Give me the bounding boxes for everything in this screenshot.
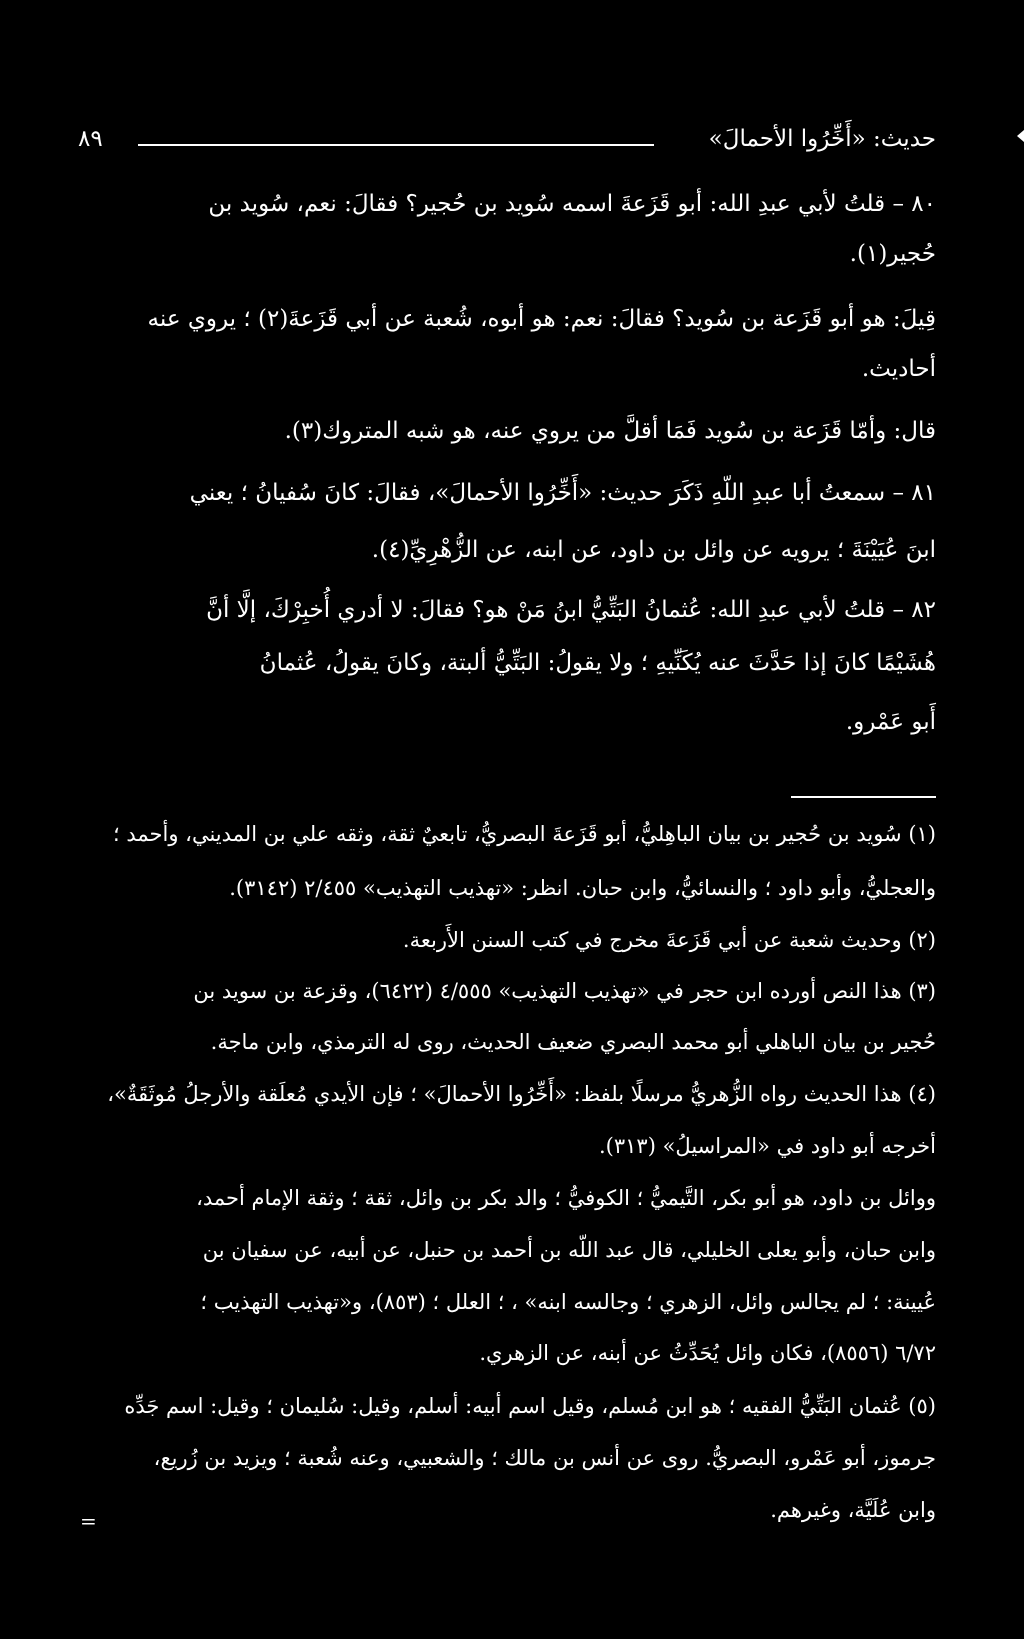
footnote-line: (١) سُويد بن حُجير بن بيان الباهِليُّ، أبو قَزَعةَ البصريُّ، تابعيٌ ثقة، وثقه علي بن المديني، وأحمد ؛ — [113, 822, 936, 846]
body-line: ٨٠ – قلتُ لأبي عبدِ الله: أبو قَزَعةَ اسمه سُويد بن حُجير؟ فقالَ: نعم، سُويد بن — [208, 191, 936, 217]
body-line: قِيلَ: هو أبو قَزَعة بن سُويد؟ فقالَ: نعم: هو أبوه، شُعبة عن أبي قَزَعةَ(٢) ؛ يروي عنه — [147, 306, 936, 332]
footnote-line: (٥) عُثمان البَتِّيُّ الفقيه ؛ هو ابن مُسلم، وقيل اسم أبيه: أسلم، وقيل: سُليمان ؛ وقيل: اسم جَدِّه — [124, 1394, 936, 1418]
footnote-line: وابن حبان، وأبو يعلى الخليلي، قال عبد اللّه بن أحمد بن حنبل، عن أبيه، عن سفيان بن — [202, 1238, 936, 1262]
footnote-separator — [791, 796, 936, 798]
page-number: ٨٩ — [78, 126, 103, 152]
body-line: أَبو عَمْرو. — [845, 709, 936, 735]
body-line: قال: وأمّا قَزَعة بن سُويد فَمَا أقلَّ من يروي عنه، هو شبه المتروك(٣). — [284, 418, 936, 444]
footnote-line: (٣) هذا النص أورده ابن حجر في «تهذيب التهذيب» ٤/٥٥٥ (٦٤٢٢)، وقزعة بن سويد بن — [193, 979, 936, 1003]
footnote-line: والعجليُّ، وأبو داود ؛ والنسائيُّ، وابن حبان. انظر: «تهذيب التهذيب» ٢/٤٥٥ (٣١٤٢). — [229, 876, 936, 900]
footnote-line: عُيينة: ؛ لم يجالس وائل، الزهري ؛ وجالسه ابنه» ، ؛ العلل ؛ (٨٥٣)، و«تهذيب التهذيب ؛ — [200, 1290, 936, 1314]
body-line: حُجير(١). — [849, 241, 936, 267]
body-line: ٨٢ – قلتُ لأبي عبدِ الله: عُثمانُ البَتِّيُّ ابنُ مَنْ هو؟ فقالَ: لا أدري أُخبِرْكَ، إلَّا أنَّ — [206, 597, 936, 623]
footnote-line: ووائل بن داود، هو أبو بكر، التَّيميُّ ؛ الكوفيُّ ؛ والد بكر بن وائل، ثقة ؛ وثقة الإمام أحمد، — [196, 1186, 936, 1210]
continuation-mark: = — [80, 1509, 97, 1533]
header-rule — [138, 144, 654, 146]
footnote-line: وابن عُلَيَّة، وغيرهم. — [770, 1498, 936, 1522]
footnote-line: جرموز، أبو عَمْرو، البصريُّ. روى عن أنس بن مالك ؛ والشعبيي، وعنه شُعبة ؛ ويزيد بن زُريع، — [153, 1446, 936, 1470]
body-line: ابنَ عُيَيْنَةَ ؛ يرويه عن وائل بن داود، عن ابنه، عن الزُّهْرِيِّ(٤). — [371, 537, 936, 563]
footnote-line: حُجير بن بيان الباهلي أبو محمد البصري ضعيف الحديث، روى له الترمذي، وابن ماجة. — [210, 1030, 936, 1054]
body-line: هُشَيْمًا كانَ إذا حَدَّثَ عنه يُكَنِّيهِ ؛ ولا يقولُ: البَتِّيُّ ألبتة، وكانَ يقولُ، عُثمانُ — [259, 650, 936, 676]
running-title: حديث: «أَخِّرُوا الأحمالَ» — [708, 126, 936, 152]
body-line: أحاديث. — [861, 356, 936, 382]
footnote-line: أخرجه أبو داود في «المراسيلُ» (٣١٣). — [598, 1134, 936, 1158]
footnote-line: ٦/٧٢ (٨٥٥٦)، فكان وائل يُحَدِّثُ عن أبنه، عن الزهري. — [479, 1341, 936, 1365]
footnote-line: (٤) هذا الحديث رواه الزُّهريُّ مرسلًا بلفظ: «أَخِّرُوا الأحمالَ» ؛ فإن الأيدي مُعلَقة والأرجلُ مُوثَقَةٌ»، — [107, 1082, 936, 1106]
running-header — [78, 126, 936, 160]
body-line: ٨١ – سمعتُ أبا عبدِ اللّهِ ذَكَرَ حديث: «أَخِّرُوا الأحمالَ»، فقالَ: كانَ سُفيانُ ؛ يعني — [189, 480, 936, 506]
footnote-line: (٢) وحديث شعبة عن أبي قَزَعةَ مخرج في كتب السنن الأَربعة. — [402, 928, 936, 952]
page-edge-arrow-icon — [1017, 130, 1024, 142]
